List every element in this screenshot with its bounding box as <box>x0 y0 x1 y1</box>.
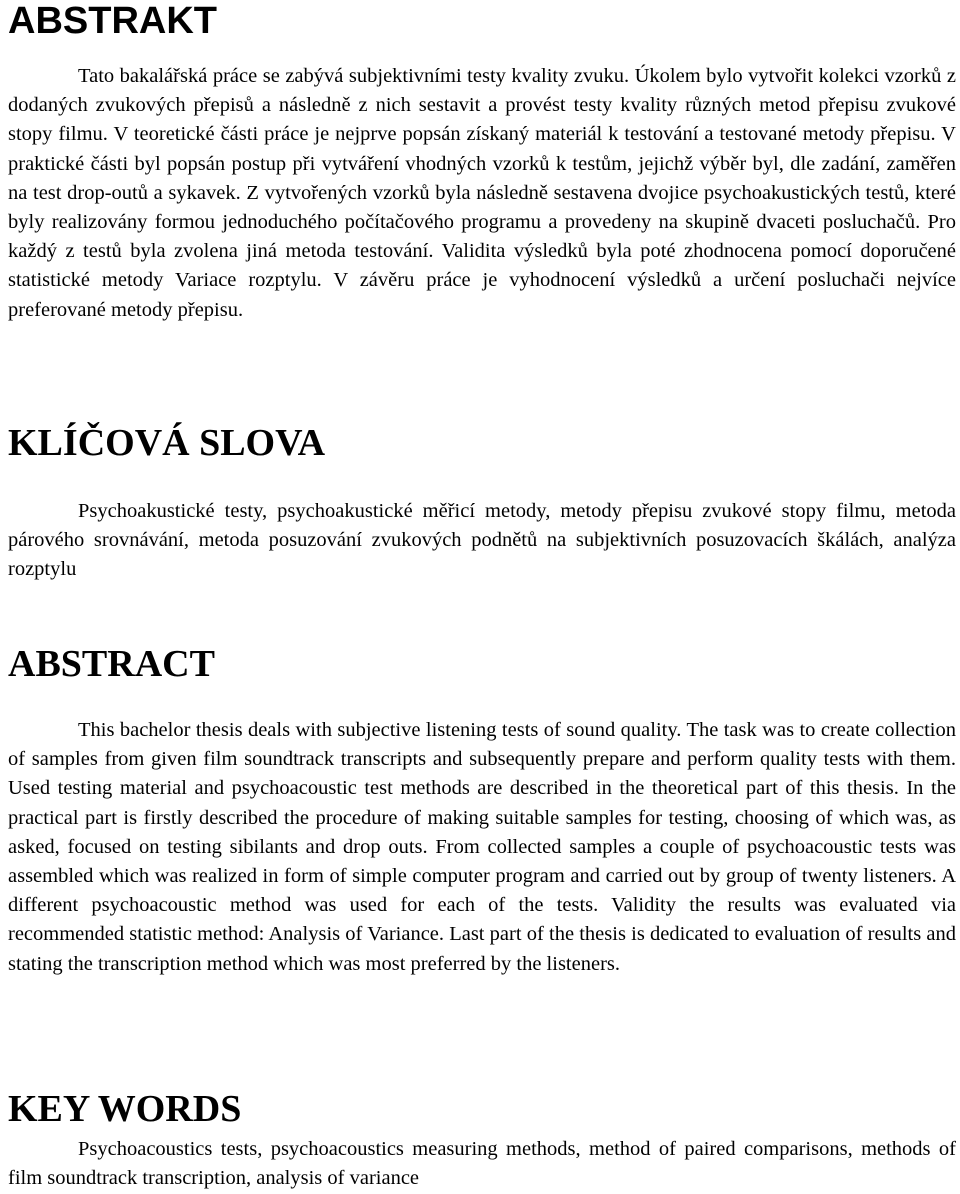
klicova-slova-paragraph: Psychoakustické testy, psychoakustické měřicí metody, metody přepisu zvukové stopy filmu, metoda párového srovnávání, metoda posuzování zvukových podnětů na subjektivních posuzovacích škálách, analýza rozptylu <box>8 500 956 581</box>
abstrakt-paragraph: Tato bakalářská práce se zabývá subjektivními testy kvality zvuku. Úkolem bylo vytvořit kolekci vzorků z dodaných zvukových přepisů a následně z nich sestavit a provést testy kvality různých metod přepisu zvukové stopy filmu. V teoretické části práce je nejprve popsán získaný materiál k testování a testované metody přepisu. V praktické části byl popsán postup při vytváření vhodných vzorků k testům, jejichž výběr byl, dle zadání, zaměřen na test drop-outů a sykavek. Z vytvořených vzorků byla následně sestavena dvojice psychoakustických testů, které byly realizovány formou jednoduchého počítačového programu a provedeny na skupině dvaceti posluchačů. Pro každý z testů byla zvolena jiná metoda testování. Validita výsledků byla poté zhodnocena pomocí doporučené statistické metody Variace rozptylu. V závěru práce je vyhodnocení výsledků a určení posluchači nejvíce preferované metody přepisu. <box>8 65 956 321</box>
heading-key-words: KEY WORDS <box>8 1088 242 1130</box>
abstract-paragraph: This bachelor thesis deals with subjective listening tests of sound quality. The task was to create collection of samples from given film soundtrack transcripts and subsequently prepare and perform quality tests with them. Used testing material and psychoacoustic test methods are described in the theoretical part of this thesis. In the practical part is firstly described the procedure of making suitable samples for testing, choosing of which was, as asked, focused on testing sibilants and drop outs. From collected samples a couple of psychoacoustic tests was assembled which was realized in form of simple computer program and carried out by group of twenty listeners. A different psychoacoustic method was used for each of the tests. Validity the results was evaluated via recommended statistic method: Analysis of Variance. Last part of the thesis is dedicated to evaluation of results and stating the transcription method which was most preferred by the listeners. <box>8 719 956 975</box>
key-words-paragraph: Psychoacoustics tests, psychoacoustics measuring methods, method of paired comparisons, methods of film soundtrack transcription, analysis of variance <box>8 1138 956 1190</box>
heading-abstract: ABSTRACT <box>8 643 215 685</box>
heading-abstrakt: ABSTRAKT <box>8 0 217 42</box>
heading-klicova-slova: KLÍČOVÁ SLOVA <box>8 422 326 464</box>
